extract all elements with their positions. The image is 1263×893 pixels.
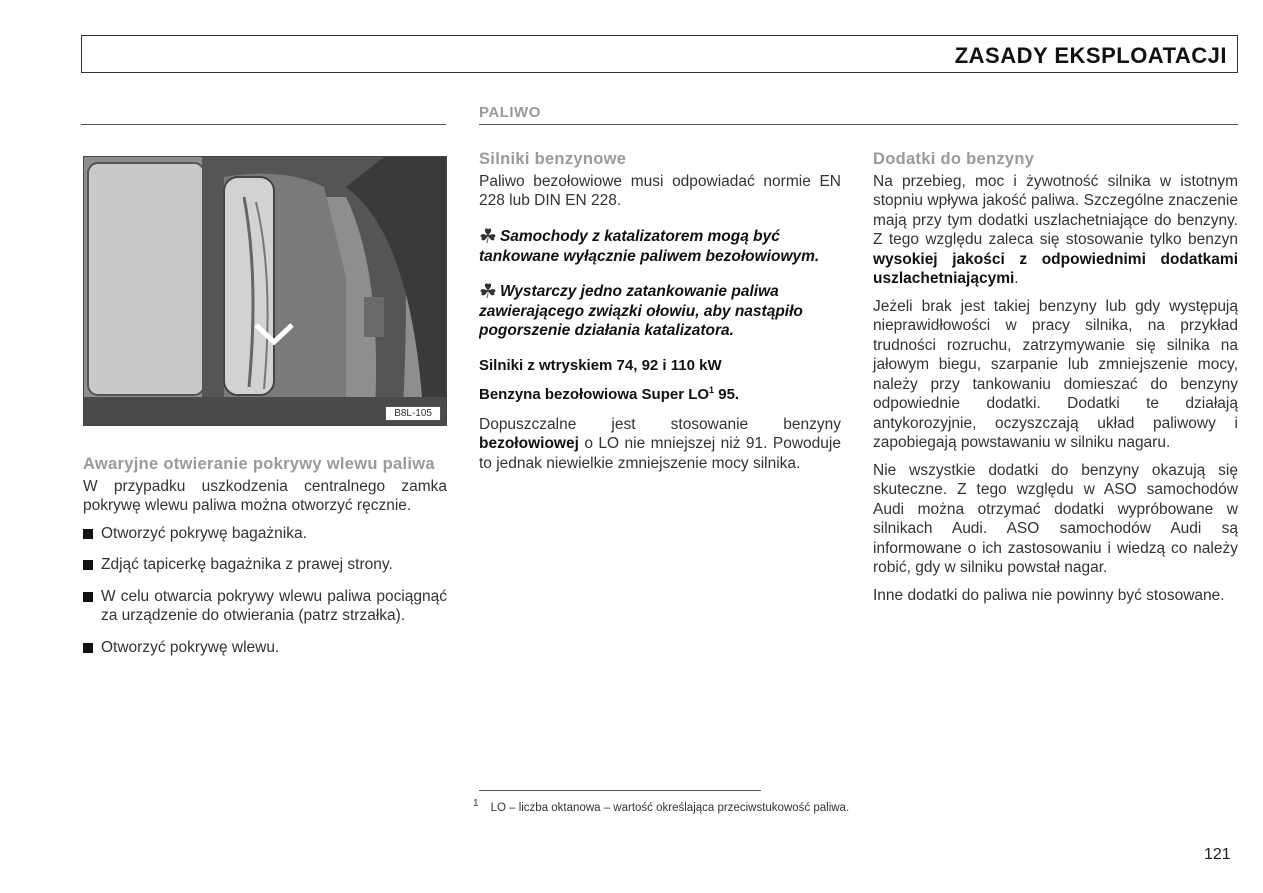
section-label: PALIWO xyxy=(479,104,541,121)
page-number: 121 xyxy=(1204,846,1231,863)
step-4: Otworzyć pokrywę wlewu. xyxy=(83,638,447,658)
bullet-icon xyxy=(83,643,93,653)
injection-engines-heading: Silniki z wtryskiem 74, 92 i 110 kW xyxy=(479,356,722,374)
column-right xyxy=(873,150,1238,613)
additives-para-1: Na przebieg, moc i żywotność silnika w istotnym stopniu wpływa jakość paliwa. Szczególne znaczenie mają przy tym dodatki uszlachetniające do benzyny. Z tego względu zaleca się stosowanie tylko benzyn wysokiej jakości z odpowiednimi dodatkami uszlachetniającymi. xyxy=(873,172,1238,287)
petrol-engines-heading: Silniki benzynowe xyxy=(479,150,627,168)
footnote-ref: 1 xyxy=(709,385,715,395)
emergency-intro: W przypadku uszkodzenia centralnego zamka pokrywę wlewu paliwa można otworzyć ręcznie. xyxy=(83,477,447,514)
step-2: Zdjąć tapicerkę bagażnika z prawej strony. xyxy=(83,555,447,575)
footnote xyxy=(473,798,853,816)
bullet-icon xyxy=(83,592,93,602)
quality-emphasis: wysokiej jakości z odpowiednimi dodatkami uszlachetniającymi xyxy=(873,250,1238,287)
additives-para-3: Nie wszystkie dodatki do benzyny okazują się skuteczne. Z tego względu w ASO samochodów Audi można otrzymać dodatki wypróbowane w silnikach Audi. ASO samochodów Audi są informowane o ich zastosowaniu i wiedzą co należy robić, gdy w silniku powstał nagar. xyxy=(873,461,1238,576)
step-1: Otworzyć pokrywę bagażnika. xyxy=(83,524,447,544)
additives-para-4: Inne dodatki do paliwa nie powinny być stosowane. xyxy=(873,586,1225,604)
unleaded-super-heading: Benzyna bezołowiowa Super $LO^1$ 95. xyxy=(479,385,740,403)
trunk-photo xyxy=(84,157,447,426)
emergency-opening-heading: Awaryjne otwieranie pokrywy wlewu paliwa xyxy=(83,455,435,473)
footnote-marker: 1 xyxy=(473,798,479,810)
column-middle xyxy=(479,150,841,481)
catalyst-warning-1: ☘ Samochody z katalizatorem mogą być tankowane wyłącznie paliwem bezołowiowym. xyxy=(479,225,820,265)
fuel-additives-heading: Dodatki do benzyny xyxy=(873,150,1035,168)
catalyst-warning-2: ☘ Wystarczy jedno zatankowanie paliwa zawierającego związki ołowiu, aby nastąpiło pogorszenie działania katalizatora. xyxy=(479,280,803,339)
bullet-icon xyxy=(83,529,93,539)
chapter-title: ZASADY EKSPLOATACJI xyxy=(954,43,1227,68)
bullet-icon xyxy=(83,560,93,570)
footnote-rule xyxy=(479,790,761,791)
catalyst-warning-icon: ☘ xyxy=(479,225,497,248)
header-box xyxy=(81,35,1238,73)
figure-code: B8L-105 xyxy=(385,406,441,421)
additives-para-2: Jeżeli brak jest takiej benzyny lub gdy występują nieprawidłowości w pracy silnika, na przykład trudności rozruchu, zatrzymywanie się silnika na jałowym biegu, szarpanie lub zmniejszenie mocy, należy przy tankowaniu domieszać do benzyny odpowiednie dodatki. Dodatki te działają antykorozyjnie, oczyszczają układ paliwowy i zapobiegają powstawaniu w silniku nagaru. xyxy=(873,297,1238,451)
left-rule xyxy=(81,124,446,125)
unleaded-emphasis: bezołowiowej xyxy=(479,435,579,452)
footnote-text: LO – liczba oktanowa – wartość określająca przeciwstukowość paliwa. xyxy=(490,802,850,814)
column-left xyxy=(83,455,447,669)
catalyst-warning-icon: ☘ xyxy=(479,280,497,303)
trunk-illustration xyxy=(83,156,447,426)
right-rule xyxy=(479,124,1238,125)
petrol-norm-text: Paliwo bezołowiowe musi odpowiadać normie EN 228 lub DIN EN 228. xyxy=(479,172,841,209)
step-3: W celu otwarcia pokrywy wlewu paliwa pociągnąć za urządzenie do otwierania (patrz strzałka). xyxy=(83,587,447,626)
octane-paragraph: Dopuszczalne jest stosowanie benzyny bezołowiowej o LO nie mniejszej niż 91. Powoduje to jednak niewielkie zmniejszenie mocy silnika. xyxy=(479,415,841,472)
